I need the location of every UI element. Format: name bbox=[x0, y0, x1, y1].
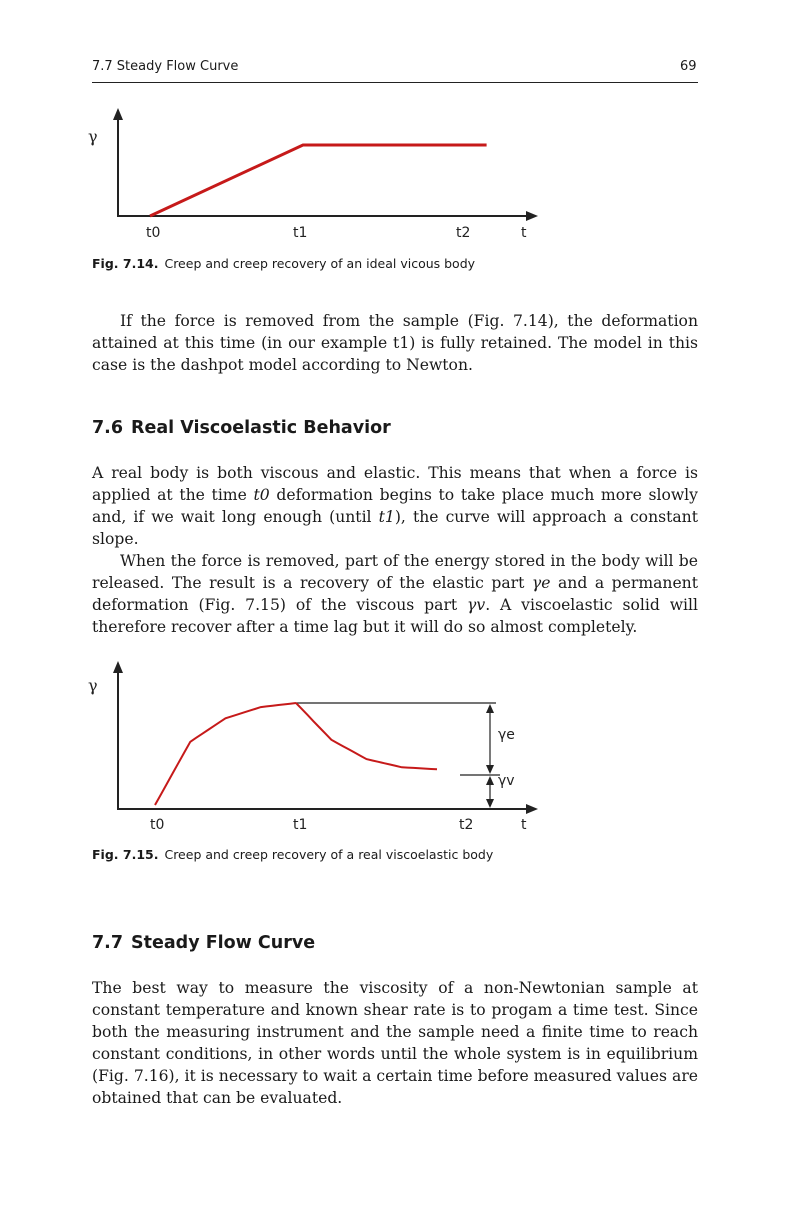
section-7-6-body bbox=[92, 462, 698, 638]
fig715-creep-curve bbox=[155, 703, 296, 805]
fig714-tick-t: t bbox=[521, 225, 527, 241]
fig714-y-arrow bbox=[113, 108, 123, 120]
fig715-recovery-curve bbox=[296, 703, 437, 769]
figure-7-15 bbox=[80, 655, 560, 840]
section-7-6-title: Real Viscoelastic Behavior bbox=[131, 418, 391, 438]
section-7-7-number: 7.7 bbox=[92, 933, 124, 953]
figure-7-14 bbox=[80, 100, 560, 245]
fig714-series-line bbox=[150, 145, 487, 216]
fig715-gamma-e-label: γe bbox=[498, 727, 515, 743]
fig715-y-arrow bbox=[113, 661, 123, 673]
fig715-x-arrow bbox=[526, 804, 538, 814]
header-rule bbox=[92, 82, 698, 83]
fig715-gamma-e-arrow-bottom bbox=[486, 765, 494, 774]
fig715-tick-t1: t1 bbox=[293, 817, 308, 833]
inline-t1: t1 bbox=[378, 508, 395, 526]
inline-gamma-e: γe bbox=[531, 574, 551, 592]
fig715-y-label: γ bbox=[88, 676, 98, 695]
section-7-7-heading bbox=[92, 933, 323, 953]
fig715-caption bbox=[92, 847, 493, 862]
fig714-y-label: γ bbox=[88, 127, 98, 146]
fig714-caption-number: Fig. 7.14. bbox=[92, 256, 159, 271]
fig715-gamma-e-arrow-top bbox=[486, 704, 494, 713]
section-7-7-title: Steady Flow Curve bbox=[131, 933, 316, 953]
fig714-caption-text: Creep and creep recovery of an ideal vicous body bbox=[164, 256, 476, 271]
paragraph-3: When the force is removed, part of the energy stored in the body will be released. The result is a recovery of the elastic part γe and a permanent deformation (Fig. 7.15) of the viscous part γv. A viscoelastic solid will therefore recover after a time lag but it will do so almost completely. bbox=[92, 552, 698, 636]
fig714-caption bbox=[92, 256, 475, 271]
section-7-7-body bbox=[92, 977, 698, 1109]
fig714-tick-t0: t0 bbox=[146, 225, 161, 241]
running-header-section: 7.7 Steady Flow Curve bbox=[92, 59, 239, 74]
fig715-caption-number: Fig. 7.15. bbox=[92, 847, 159, 862]
fig715-tick-t: t bbox=[521, 817, 527, 833]
inline-gamma-v: γv bbox=[467, 596, 486, 614]
inline-t0: t0 bbox=[253, 486, 270, 504]
paragraph-1 bbox=[92, 310, 698, 376]
fig714-tick-t1: t1 bbox=[293, 225, 308, 241]
paragraph-4: The best way to measure the viscosity of a non-Newtonian sample at constant temperature and known shear rate is to progam a time test. Since both the measuring instrument and the sample need a finite time to reach constant conditions, in other words until the whole system is in equilibrium (Fig. 7.16), it is necessary to wait a certain time before measured values are obtained that can be evaluated. bbox=[92, 979, 698, 1107]
fig714-x-arrow bbox=[526, 211, 538, 221]
page-number: 69 bbox=[680, 59, 697, 74]
paragraph-1-text: If the force is removed from the sample (Fig. 7.14), the deformation attained at this time (in our example t1) is fully retained. The model in this case is the dashpot model according to Newton. bbox=[92, 312, 698, 374]
fig715-gamma-v-arrow-top bbox=[486, 776, 494, 785]
fig715-tick-t2: t2 bbox=[459, 817, 474, 833]
fig715-tick-t0: t0 bbox=[150, 817, 165, 833]
section-7-6-number: 7.6 bbox=[92, 418, 124, 438]
section-7-6-heading bbox=[92, 418, 399, 438]
fig714-tick-t2: t2 bbox=[456, 225, 471, 241]
fig715-gamma-v-label: γv bbox=[498, 773, 515, 789]
fig715-caption-text: Creep and creep recovery of a real viscoelastic body bbox=[164, 847, 494, 862]
paragraph-2: A real body is both viscous and elastic. This means that when a force is applied at the time t0 deformation begins to take place much more slowly and, if we wait long enough (until t1), the curve will approach a constant slope. bbox=[92, 464, 698, 548]
fig715-gamma-v-arrow-bottom bbox=[486, 799, 494, 808]
